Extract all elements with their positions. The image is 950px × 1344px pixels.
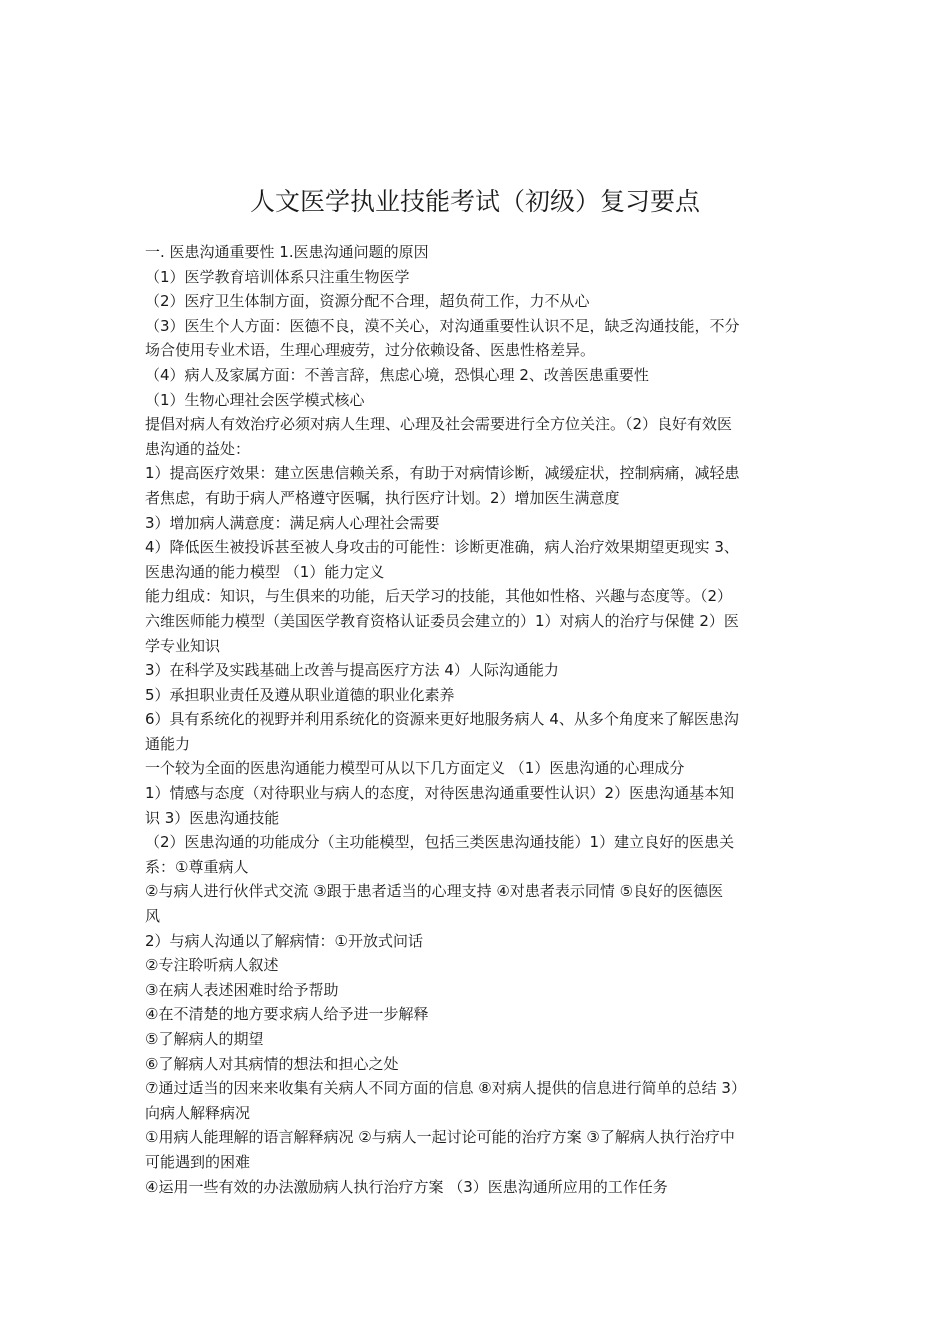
text-line: 6）具有系统化的视野并利用系统化的资源来更好地服务病人 4、从多个角度来了解医患沟 (145, 710, 739, 729)
text-line: 通能力 (145, 734, 191, 753)
text-line: 1）提高医疗效果：建立医患信赖关系，有助于对病情诊断，减缓症状，控制病痛，减轻患 (145, 464, 740, 483)
text-line: 可能遇到的困难 (145, 1152, 251, 1171)
text-line: ①用病人能理解的语言解释病况 ②与病人一起讨论可能的治疗方案 ③了解病人执行治疗中 (145, 1128, 735, 1147)
text-line: 能力组成：知识，与生俱来的功能，后天学习的技能，其他如性格、兴趣与态度等。（2） (145, 587, 733, 606)
text-line: 一. 医患沟通重要性 1.医患沟通问题的原因 (145, 243, 429, 261)
text-line: ②与病人进行伙伴式交流 ③跟于患者适当的心理支持 ④对患者表示同情 ⑤良好的医德医 (145, 882, 724, 901)
text-line: ⑥了解病人对其病情的想法和担心之处 (145, 1054, 399, 1073)
text-line: 医患沟通的能力模型 （1）能力定义 (145, 562, 385, 581)
text-line: （1）生物心理社会医学模式核心 (145, 390, 365, 409)
text-line: ⑦通过适当的因来来收集有关病人不同方面的信息 ⑧对病人提供的信息进行简单的总结 3） (145, 1079, 746, 1098)
text-line: ②专注聆听病人叙述 (145, 956, 279, 975)
text-line: 场合使用专业术语，生理心理疲劳，过分依赖设备、医患性格差异。 (145, 341, 596, 360)
text-line: ⑤了解病人的期望 (145, 1030, 264, 1048)
text-line: 者焦虑，有助于病人严格遵守医嘱，执行医疗计划。2）增加医生满意度 (145, 488, 620, 507)
text-line: 3）在科学及实践基础上改善与提高医疗方法 4）人际沟通能力 (145, 661, 559, 680)
text-line: 2）与病人沟通以了解病情：①开放式问话 (145, 931, 423, 950)
text-line: （2）医疗卫生体制方面，资源分配不合理，超负荷工作，力不从心 (145, 292, 590, 311)
text-line: 识 3）医患沟通技能 (145, 808, 280, 827)
text-line: ④在不清楚的地方要求病人给予进一步解释 (145, 1005, 429, 1024)
text-line: 学专业知识 (145, 636, 221, 655)
text-line: （3）医生个人方面：医德不良，漠不关心，对沟通重要性认识不足，缺乏沟通技能，不分 (145, 316, 740, 335)
text-line: 六维医师能力模型（美国医学教育资格认证委员会建立的）1）对病人的治疗与保健 2）医 (145, 611, 739, 630)
text-line: 患沟通的益处： (145, 439, 251, 458)
text-line: 1）情感与态度（对待职业与病人的态度，对待医患沟通重要性认识）2）医患沟通基本知 (145, 784, 735, 803)
text-line: （4）病人及家属方面：不善言辞，焦虑心境，恐惧心理 2、改善医患重要性 (145, 365, 649, 384)
text-line: （2）医患沟通的功能成分（主功能模型，包括三类医患沟通技能）1）建立良好的医患关 (145, 833, 735, 852)
text-line: ④运用一些有效的办法激励病人执行治疗方案 （3）医患沟通所应用的工作任务 (145, 1177, 668, 1196)
document-body (145, 240, 811, 1199)
text-line: 向病人解释病况 (145, 1103, 251, 1122)
text-line: ③在病人表述困难时给予帮助 (145, 980, 339, 999)
text-line: 一个较为全面的医患沟通能力模型可从以下几方面定义 （1）医患沟通的心理成分 (145, 759, 685, 778)
document-title: 人文医学执业技能考试（初级）复习要点 (249, 187, 700, 216)
text-line: 系：①尊重病人 (145, 857, 249, 876)
text-line: 提倡对病人有效治疗必须对病人生理、心理及社会需要进行全方位关注。（2）良好有效医 (145, 415, 733, 434)
text-line: 5）承担职业责任及遵从职业道德的职业化素养 (145, 685, 455, 704)
text-line: 3）增加病人满意度：满足病人心理社会需要 (145, 513, 440, 532)
text-line: 风 (145, 907, 161, 926)
text-line: 4）降低医生被投诉甚至被人身攻击的可能性：诊断更准确，病人治疗效果期望更现实 3、 (145, 538, 739, 557)
text-line: （1）医学教育培训体系只注重生物医学 (145, 267, 410, 286)
